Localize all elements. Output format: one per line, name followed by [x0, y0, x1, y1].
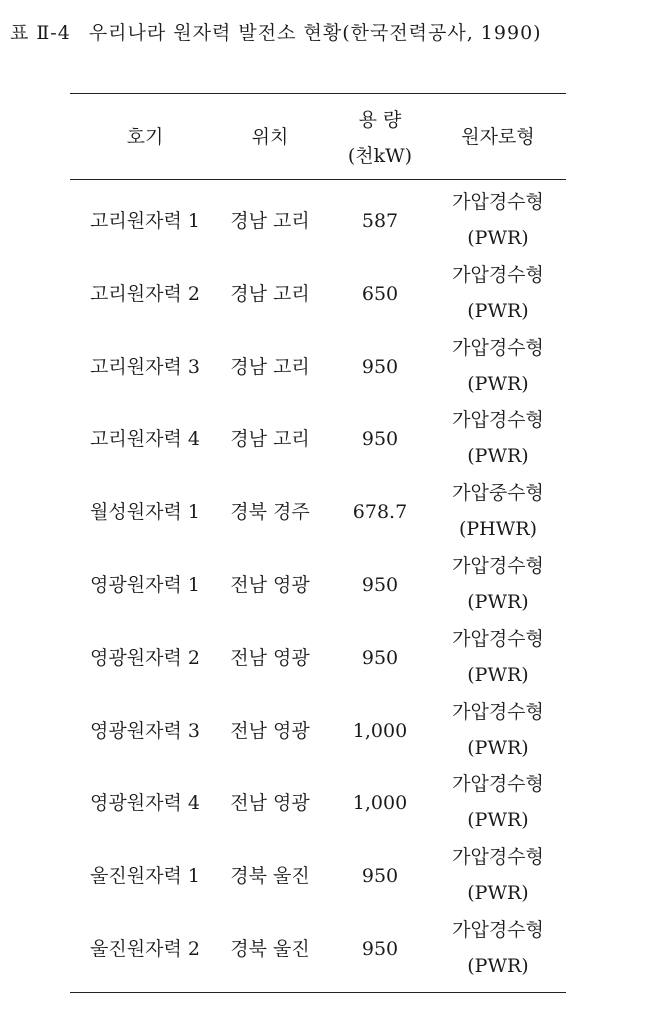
cell-unit: 울진원자력 2 [90, 938, 200, 960]
cell-reactor-type-line2: (PWR) [467, 445, 529, 468]
table-row [0, 550, 657, 623]
table-bottom-rule [70, 992, 566, 993]
table-row [0, 768, 657, 841]
header-capacity-line1: 용 량 [358, 109, 402, 131]
header-unit: 호기 [126, 126, 164, 148]
cell-location: 경남 고리 [230, 282, 310, 305]
cell-location: 경북 울진 [230, 938, 310, 960]
table-row [0, 841, 657, 914]
cell-capacity: 950 [361, 428, 399, 451]
cell-reactor-type-line2: (PWR) [467, 809, 529, 832]
cell-capacity: 950 [361, 865, 399, 888]
cell-reactor-type-line2: (PWR) [467, 955, 529, 977]
cell-reactor-type-line1: 가압경수형 [452, 555, 544, 577]
table-header-rule [70, 179, 566, 180]
caption-label: 표 Ⅱ-4 [10, 22, 71, 44]
cell-location: 경북 울진 [230, 865, 310, 888]
cell-capacity: 1,000 [352, 719, 408, 742]
cell-reactor-type-line1: 가압경수형 [452, 409, 544, 432]
table-row [0, 259, 657, 332]
cell-capacity: 587 [361, 210, 399, 232]
table-caption [10, 18, 542, 45]
cell-unit: 고리원자력 1 [90, 210, 200, 232]
cell-reactor-type-line1: 가압경수형 [452, 627, 544, 650]
cell-unit: 고리원자력 3 [90, 355, 200, 378]
table-row [0, 914, 657, 987]
cell-reactor-type-line1: 가압경수형 [452, 336, 544, 359]
cell-unit: 영광원자력 3 [90, 719, 200, 742]
cell-unit: 영광원자력 1 [90, 574, 200, 596]
header-reactor-type: 원자로형 [461, 126, 535, 148]
header-location: 위치 [251, 126, 289, 148]
cell-capacity: 950 [361, 938, 399, 960]
cell-reactor-type-line1: 가압경수형 [452, 700, 544, 723]
cell-unit: 울진원자력 1 [90, 865, 200, 888]
cell-capacity: 950 [361, 574, 399, 596]
cell-capacity: 650 [361, 282, 399, 305]
cell-unit: 고리원자력 2 [90, 282, 200, 305]
cell-reactor-type-line2: (PWR) [467, 227, 529, 249]
cell-location: 전남 영광 [230, 719, 310, 742]
table-row [0, 186, 657, 259]
cell-reactor-type-line1: 가압경수형 [452, 191, 544, 213]
cell-unit: 월성원자력 1 [90, 501, 200, 524]
cell-capacity: 950 [361, 646, 399, 669]
table-top-rule [70, 93, 566, 94]
table-row [0, 623, 657, 696]
table-row [0, 477, 657, 550]
cell-reactor-type-line2: (PWR) [467, 882, 529, 905]
cell-unit: 영광원자력 2 [90, 646, 200, 669]
cell-capacity: 1,000 [352, 792, 408, 815]
cell-location: 전남 영광 [230, 792, 310, 815]
cell-reactor-type-line2: (PWR) [467, 663, 529, 686]
cell-reactor-type-line1: 가압경수형 [452, 846, 544, 869]
cell-reactor-type-line2: (PHWR) [458, 518, 537, 541]
cell-unit: 고리원자력 4 [90, 428, 200, 451]
cell-reactor-type-line2: (PWR) [467, 372, 529, 395]
cell-reactor-type-line1: 가압중수형 [452, 482, 544, 505]
caption-title: 우리나라 원자력 발전소 현황(한국전력공사, 1990) [88, 22, 542, 44]
cell-location: 경남 고리 [230, 355, 310, 378]
cell-unit: 영광원자력 4 [90, 792, 200, 815]
table-row [0, 332, 657, 405]
table-row [0, 696, 657, 769]
cell-capacity: 678.7 [352, 501, 408, 524]
cell-reactor-type-line2: (PWR) [467, 736, 529, 759]
cell-location: 전남 영광 [230, 646, 310, 669]
cell-location: 경북 경주 [230, 501, 310, 524]
cell-reactor-type-line2: (PWR) [467, 299, 529, 322]
cell-reactor-type-line2: (PWR) [467, 591, 529, 613]
cell-reactor-type-line1: 가압경수형 [452, 263, 544, 286]
cell-capacity: 950 [361, 355, 399, 378]
header-capacity-line2: (천kW) [347, 145, 413, 167]
table-row [0, 404, 657, 477]
cell-location: 경남 고리 [230, 210, 310, 232]
cell-location: 전남 영광 [230, 574, 310, 596]
cell-reactor-type-line1: 가압경수형 [452, 919, 544, 941]
cell-location: 경남 고리 [230, 428, 310, 451]
cell-reactor-type-line1: 가압경수형 [452, 773, 544, 796]
